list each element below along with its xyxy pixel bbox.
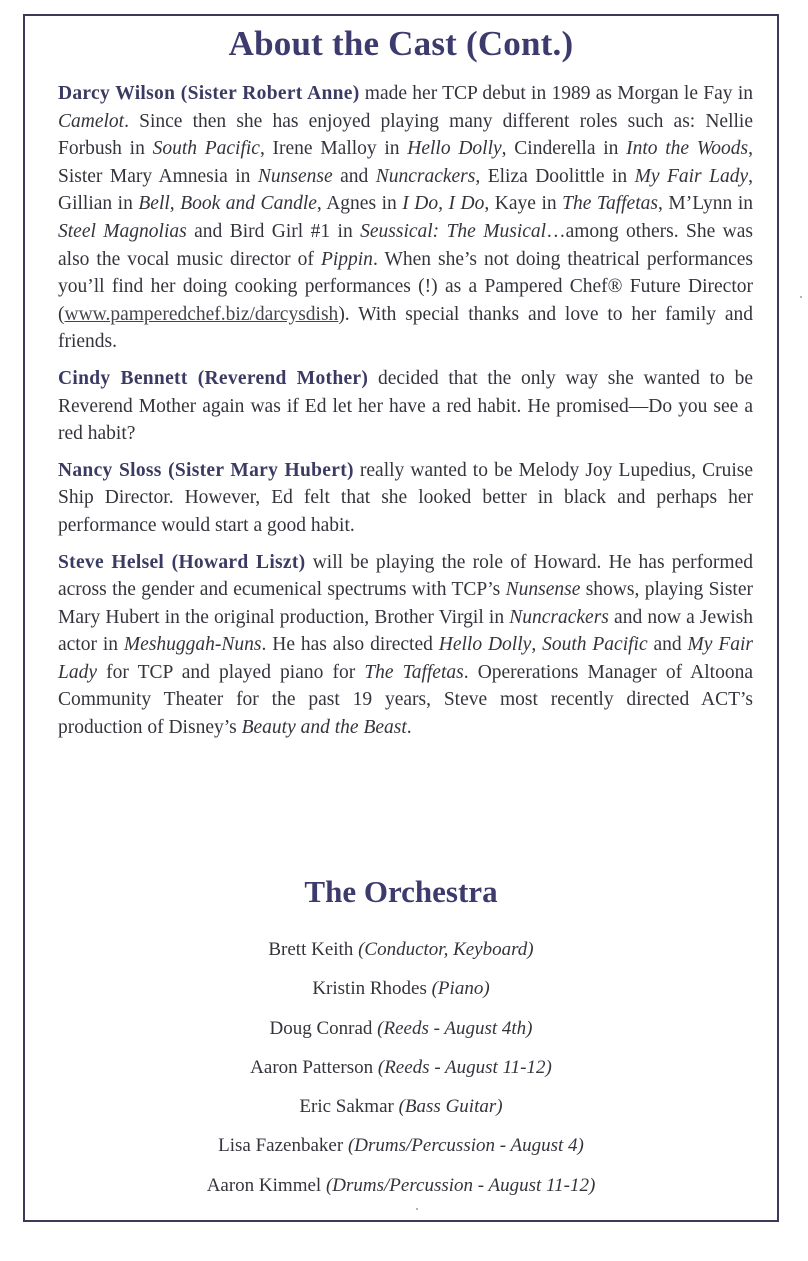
member-role: (Reeds - August 11-12) <box>377 1056 552 1078</box>
show-title: Nunsense <box>257 165 333 187</box>
show-title: My Fair Lady <box>634 165 749 187</box>
member-role: (Bass Guitar) <box>398 1096 503 1118</box>
show-title: Seussical: The Musical <box>360 220 547 242</box>
cast-member-name: Steve Helsel (Howard Liszt) <box>58 551 306 573</box>
show-title: South Pacific <box>542 634 648 656</box>
bio-text-run: and Bird Girl #1 in <box>186 220 361 242</box>
cast-member-name: Darcy Wilson (Sister Robert Anne) <box>58 83 360 104</box>
show-title: My Fair Lady <box>58 634 754 683</box>
orchestra-list <box>25 930 777 1205</box>
bio-text-run: decided that the only way she wanted to be Reverend Mother again was if Ed let her have a red habit. He promised—Do you see a red habit? <box>58 367 753 445</box>
bio-text-run: , Agnes in <box>316 193 403 215</box>
show-title: Pippin <box>320 248 373 270</box>
show-title: Hello Dolly <box>438 634 532 656</box>
bio-text-run: , Kaye in <box>484 193 563 215</box>
bio-text-run: . Since then she has enjoyed playing many different roles such as: Nellie Forbush in <box>58 110 753 160</box>
bio-text-run: and <box>647 634 688 656</box>
member-role: (Conductor, Keyboard) <box>358 939 534 960</box>
cast-bio-text <box>58 83 753 352</box>
website-link[interactable]: www.pamperedchef.biz/darcysdish <box>64 303 339 325</box>
bio-text-run: and <box>332 165 376 187</box>
cast-bio <box>58 80 753 356</box>
orchestra-member <box>25 1126 777 1165</box>
cast-bio-text <box>58 552 753 739</box>
member-role: (Drums/Percussion - August 11-12) <box>325 1174 596 1196</box>
show-title: Meshuggah-Nuns <box>123 634 262 656</box>
show-title: Hello Dolly <box>407 138 502 160</box>
scan-speck <box>416 1208 418 1210</box>
bio-text-run: made her TCP debut in 1989 as Morgan le Fay in <box>359 83 753 104</box>
show-title: Into the Woods <box>626 138 749 160</box>
orchestra-member <box>25 930 777 969</box>
member-name: Doug Conrad <box>269 1017 373 1039</box>
show-title: I Do, I Do <box>402 193 485 215</box>
bio-text-run: for TCP and played piano for <box>97 661 365 683</box>
bio-text-run: shows, playing Sister Mary Hubert in the original production, Brother Virgil in <box>58 579 753 628</box>
show-title: The Taffetas <box>562 193 658 215</box>
page-border-frame <box>23 14 779 1222</box>
cast-bios <box>58 80 753 751</box>
bio-text-run: , <box>531 634 543 656</box>
bio-text-run: will be playing the role of Howard. He has performed across the gender and ecumenical spectrums with TCP’s <box>58 551 753 601</box>
cast-member-name: Nancy Sloss (Sister Mary Hubert) <box>58 459 354 481</box>
bio-text-run: . <box>406 717 412 739</box>
cast-bio <box>58 365 753 448</box>
show-title: Camelot <box>58 110 125 132</box>
member-name: Eric Sakmar <box>299 1096 394 1118</box>
show-title: Nunsense <box>505 579 581 601</box>
scan-speck <box>800 296 802 298</box>
show-title: Nuncrackers <box>509 606 609 628</box>
member-role: (Reeds - August 4th) <box>377 1017 533 1039</box>
bio-text-run: , Sister Mary Amnesia in <box>58 138 753 187</box>
orchestra-member <box>25 969 777 1008</box>
show-title: South Pacific <box>152 138 260 160</box>
show-title: Steel Magnolias <box>58 220 187 242</box>
orchestra-member <box>25 1087 777 1126</box>
show-title: Nuncrackers <box>375 165 476 187</box>
member-name: Kristin Rhodes <box>312 978 427 1000</box>
cast-member-name: Cindy Bennett (Reverend Mother) <box>58 367 369 389</box>
bio-text-run: , Eliza Doolittle in <box>475 165 635 187</box>
member-role: (Drums/Percussion - August 4) <box>347 1135 584 1157</box>
orchestra-member <box>25 1009 777 1048</box>
bio-text-run: …among others. She was also the vocal music director of <box>58 220 753 270</box>
bio-text-run: and now a Jewish actor in <box>58 606 753 656</box>
orchestra-heading: The Orchestra <box>304 874 498 909</box>
show-title: Beauty and the Beast <box>241 717 407 739</box>
cast-bio <box>58 457 753 540</box>
bio-text-run: . When she’s not doing theatrical performances you’ll find her doing cooking performances (!) as a Pampered Chef® Future Director ( <box>58 248 754 325</box>
bio-text-run: , Irene Malloy in <box>259 138 408 160</box>
show-title: Bell, Book and Candle <box>138 193 317 215</box>
show-title: The Taffetas <box>364 661 464 683</box>
member-role: (Piano) <box>431 978 490 1000</box>
orchestra-member <box>25 1048 777 1087</box>
member-name: Brett Keith <box>268 939 354 960</box>
bio-text-run: , M’Lynn in <box>657 193 753 215</box>
bio-text-run: . Opererations Manager of Altoona Community Theater for the past 19 years, Steve most recently directed ACT’s production of Disney’s <box>58 661 753 739</box>
bio-text-run: . He has also directed <box>261 634 439 656</box>
member-name: Lisa Fazenbaker <box>218 1135 344 1157</box>
bio-text-run: , Cinderella in <box>501 138 627 160</box>
orchestra-member <box>25 1166 777 1205</box>
cast-bio <box>58 549 753 742</box>
bio-text-run: , Gillian in <box>58 165 753 215</box>
page-title: About the Cast (Cont.) <box>228 24 574 63</box>
member-name: Aaron Patterson <box>250 1056 374 1078</box>
bio-text-run: ). With special thanks and love to her family and friends. <box>58 303 753 353</box>
member-name: Aaron Kimmel <box>206 1174 322 1196</box>
bio-text-run: really wanted to be Melody Joy Lupedius, Cruise Ship Director. However, Ed felt that she looked better in black and perhaps her performance would start a good habit. <box>58 459 753 536</box>
